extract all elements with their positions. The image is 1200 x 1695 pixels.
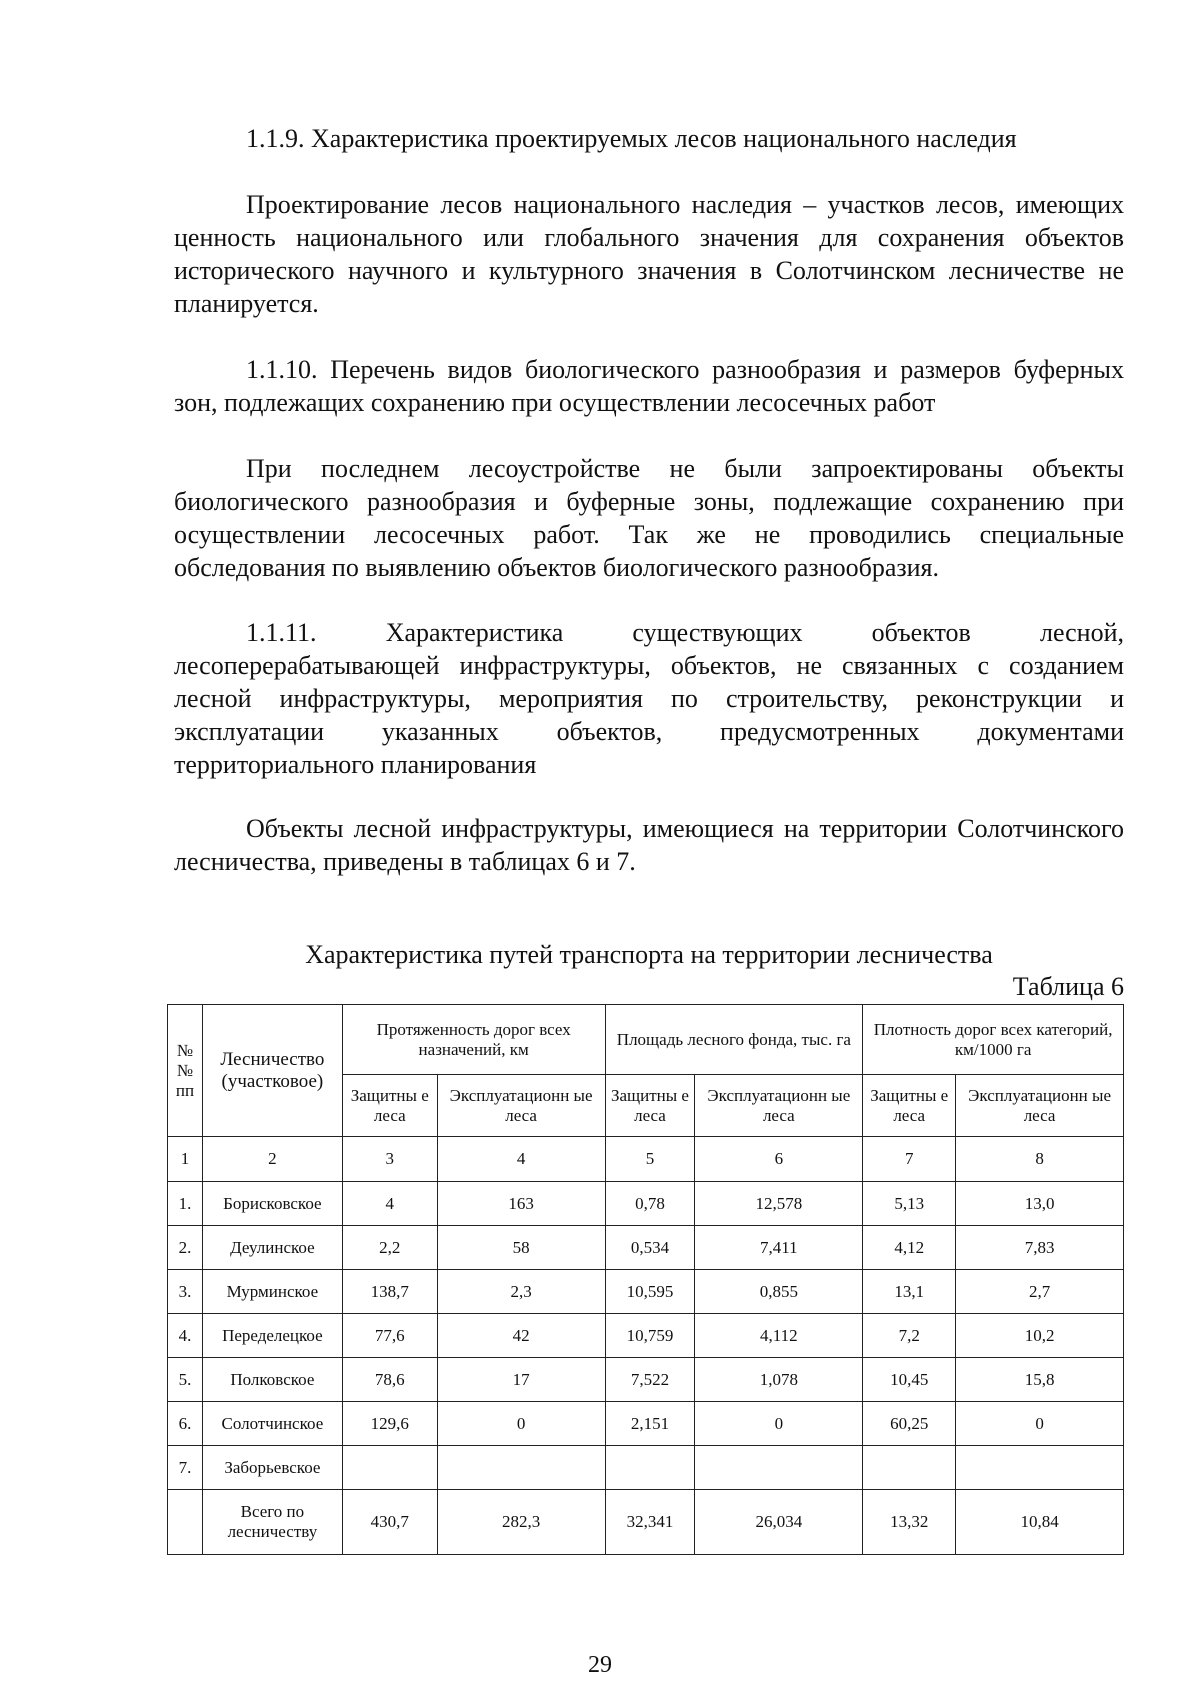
table-number: Таблица 6 <box>1012 972 1124 1001</box>
table-row <box>168 1226 1124 1270</box>
cell-no: 2. <box>168 1226 203 1270</box>
section-heading-1-1-11: 1.1.11. Характеристика существующих объектов лесной, лесоперерабатывающей инфраструктуры, объектов, не связанных с созданием лесной инфраструктуры, мероприятия по строительству, реконструкции и эксплуатации указанных объектов, предусмотренных документами территориального планирования <box>174 618 1124 779</box>
column-number: 6 <box>695 1137 863 1182</box>
table-row <box>168 1314 1124 1358</box>
header-no: № № пп <box>168 1005 203 1137</box>
table-row <box>168 1446 1124 1490</box>
cell-value <box>695 1446 863 1490</box>
cell-value: 0 <box>437 1402 605 1446</box>
cell-value: 2,2 <box>342 1226 437 1270</box>
cell-value: 129,6 <box>342 1402 437 1446</box>
cell-value: 7,522 <box>605 1358 695 1402</box>
cell-value: 282,3 <box>437 1490 605 1555</box>
cell-value: 4,112 <box>695 1314 863 1358</box>
cell-value: 13,1 <box>863 1270 956 1314</box>
section-heading-1-1-9: 1.1.9. Характеристика проектируемых лесов национального наследия <box>246 124 1017 153</box>
cell-name: Борисковское <box>202 1182 342 1226</box>
table-row <box>168 1358 1124 1402</box>
cell-value: 10,84 <box>956 1490 1124 1555</box>
section-text-1-1-10: При последнем лесоустройстве не были запроектированы объекты биологического разнообразия и буферные зоны, подлежащие сохранению при осуществлении лесосечных работ. Так же не проводились специальные обследования по выявлению объектов биологического разнообразия. <box>174 454 1124 582</box>
cell-value: 13,0 <box>956 1182 1124 1226</box>
cell-name: Заборьевское <box>202 1446 342 1490</box>
cell-value: 10,2 <box>956 1314 1124 1358</box>
subheader-protective: Защитны е леса <box>605 1075 695 1137</box>
cell-value: 0 <box>695 1402 863 1446</box>
cell-value: 10,759 <box>605 1314 695 1358</box>
subheader-exploitation: Эксплуатационн ые леса <box>695 1075 863 1137</box>
cell-value <box>605 1446 695 1490</box>
table-row <box>168 1182 1124 1226</box>
column-number: 2 <box>202 1137 342 1182</box>
cell-no: 6. <box>168 1402 203 1446</box>
cell-value: 2,3 <box>437 1270 605 1314</box>
column-number: 1 <box>168 1137 203 1182</box>
cell-no: 7. <box>168 1446 203 1490</box>
cell-value: 2,151 <box>605 1402 695 1446</box>
cell-value: 0,78 <box>605 1182 695 1226</box>
header-road-length: Протяженность дорог всех назначений, км <box>342 1005 605 1075</box>
roads-table <box>167 1004 1124 1555</box>
cell-value <box>342 1446 437 1490</box>
cell-value: 7,83 <box>956 1226 1124 1270</box>
cell-value: 4 <box>342 1182 437 1226</box>
column-number-row <box>168 1137 1124 1182</box>
cell-no: 5. <box>168 1358 203 1402</box>
cell-value: 7,2 <box>863 1314 956 1358</box>
cell-value: 430,7 <box>342 1490 437 1555</box>
cell-value: 4,12 <box>863 1226 956 1270</box>
cell-value: 15,8 <box>956 1358 1124 1402</box>
subheader-protective: Защитны е леса <box>342 1075 437 1137</box>
cell-value <box>437 1446 605 1490</box>
cell-no: 1. <box>168 1182 203 1226</box>
cell-name: Деулинское <box>202 1226 342 1270</box>
subheader-exploitation: Эксплуатационн ые леса <box>437 1075 605 1137</box>
cell-value: 32,341 <box>605 1490 695 1555</box>
table-row <box>168 1270 1124 1314</box>
column-number: 3 <box>342 1137 437 1182</box>
cell-value: 12,578 <box>695 1182 863 1226</box>
cell-value: 7,411 <box>695 1226 863 1270</box>
column-number: 5 <box>605 1137 695 1182</box>
cell-value: 0,855 <box>695 1270 863 1314</box>
cell-value: 77,6 <box>342 1314 437 1358</box>
cell-value: 0,534 <box>605 1226 695 1270</box>
cell-no: 3. <box>168 1270 203 1314</box>
column-number: 4 <box>437 1137 605 1182</box>
table-row <box>168 1402 1124 1446</box>
table-total-row <box>168 1490 1124 1555</box>
cell-value: 17 <box>437 1358 605 1402</box>
cell-name: Всего по лесничеству <box>202 1490 342 1555</box>
cell-value: 0 <box>956 1402 1124 1446</box>
cell-name: Полковское <box>202 1358 342 1402</box>
cell-name: Солотчинское <box>202 1402 342 1446</box>
cell-value: 60,25 <box>863 1402 956 1446</box>
cell-value: 58 <box>437 1226 605 1270</box>
cell-value: 10,45 <box>863 1358 956 1402</box>
cell-value: 163 <box>437 1182 605 1226</box>
cell-value <box>956 1446 1124 1490</box>
cell-no: 4. <box>168 1314 203 1358</box>
page-number: 29 <box>588 1652 612 1678</box>
table-caption: Характеристика путей транспорта на территории лесничества <box>305 940 993 969</box>
cell-value: 78,6 <box>342 1358 437 1402</box>
cell-value: 138,7 <box>342 1270 437 1314</box>
subheader-protective: Защитны е леса <box>863 1075 956 1137</box>
cell-value: 2,7 <box>956 1270 1124 1314</box>
section-text-1-1-9: Проектирование лесов национального наследия – участков лесов, имеющих ценность национального или глобального значения для сохранения объектов исторического научного и культурного значения в Солотчинском лесничестве не планируется. <box>174 190 1124 318</box>
header-forest-area: Площадь лесного фонда, тыс. га <box>605 1005 863 1075</box>
cell-value: 26,034 <box>695 1490 863 1555</box>
cell-value: 42 <box>437 1314 605 1358</box>
header-forestry: Лесничество (участковое) <box>202 1005 342 1137</box>
column-number: 7 <box>863 1137 956 1182</box>
cell-value <box>863 1446 956 1490</box>
section-heading-1-1-10: 1.1.10. Перечень видов биологического разнообразия и размеров буферных зон, подлежащих сохранению при осуществлении лесосечных работ <box>174 355 1124 417</box>
cell-name: Переделецкое <box>202 1314 342 1358</box>
subheader-exploitation: Эксплуатационн ые леса <box>956 1075 1124 1137</box>
header-road-density: Плотность дорог всех категорий, км/1000 га <box>863 1005 1124 1075</box>
cell-value: 13,32 <box>863 1490 956 1555</box>
cell-name: Мурминское <box>202 1270 342 1314</box>
cell-no <box>168 1490 203 1555</box>
cell-value: 5,13 <box>863 1182 956 1226</box>
column-number: 8 <box>956 1137 1124 1182</box>
cell-value: 1,078 <box>695 1358 863 1402</box>
cell-value: 10,595 <box>605 1270 695 1314</box>
section-text-1-1-11: Объекты лесной инфраструктуры, имеющиеся на территории Солотчинского лесничества, приведены в таблицах 6 и 7. <box>174 814 1124 876</box>
